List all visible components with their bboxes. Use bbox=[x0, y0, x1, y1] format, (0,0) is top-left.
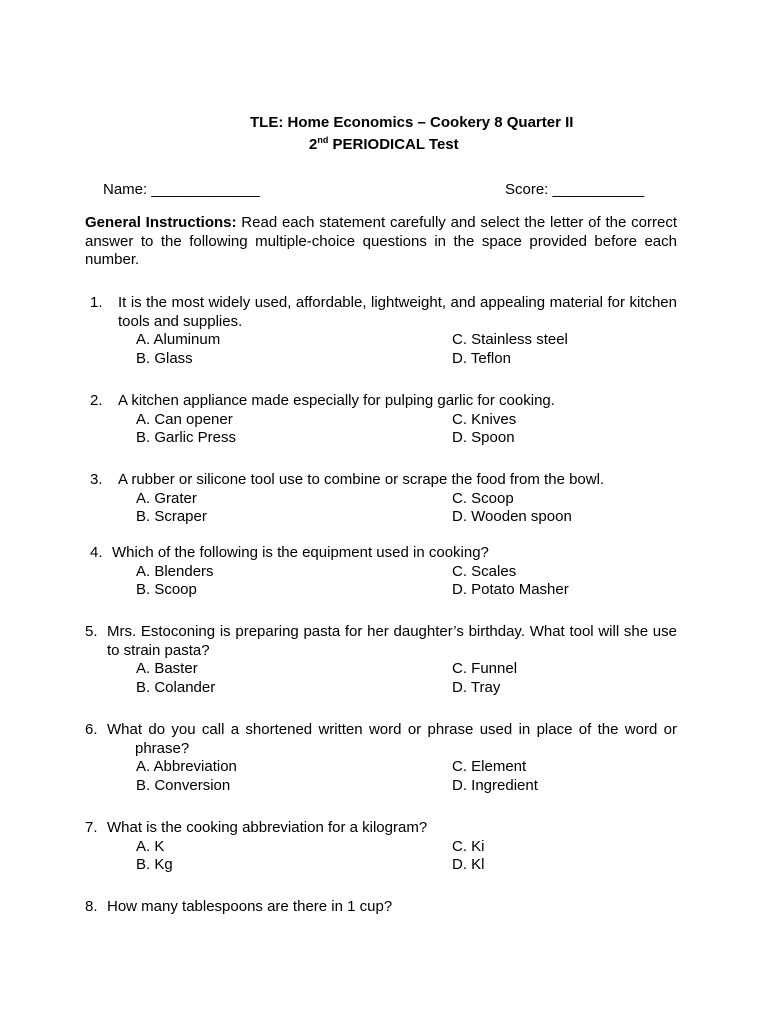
subtitle-text: PERIODICAL Test bbox=[328, 136, 459, 153]
question-number: 3. bbox=[90, 471, 103, 488]
test-title: TLE: Home Economics – Cookery 8 Quarter II bbox=[250, 114, 574, 131]
question-text: It is the most widely used, affordable, lightweight, and appealing material for kitchen tools and supplies. bbox=[118, 294, 677, 330]
question-5 bbox=[85, 623, 677, 697]
option-b: B. Kg bbox=[136, 856, 173, 873]
question-text: Mrs. Estoconing is preparing pasta for her daughter’s birthday. What tool will she use to strain pasta? bbox=[107, 623, 677, 659]
option-b: B. Garlic Press bbox=[136, 429, 237, 446]
question-7 bbox=[85, 819, 677, 875]
option-a: A. Blenders bbox=[136, 562, 214, 580]
subtitle-number: 2 bbox=[309, 136, 318, 153]
option-d: D. Tray bbox=[452, 678, 501, 696]
option-c: C. Scales bbox=[452, 562, 517, 580]
option-d: D. Ingredient bbox=[452, 776, 538, 794]
question-number: 4. bbox=[90, 544, 103, 561]
question-text: What is the cooking abbreviation for a kilogram? bbox=[107, 819, 428, 836]
option-c: C. Element bbox=[452, 758, 527, 775]
option-d: D. Wooden spoon bbox=[452, 508, 572, 525]
option-d: D. Potato Masher bbox=[452, 581, 569, 598]
question-8 bbox=[85, 898, 677, 917]
question-4 bbox=[85, 544, 677, 600]
option-a: A. Can opener bbox=[136, 410, 233, 428]
score-field: Score: ___________ bbox=[505, 181, 645, 198]
option-b: B. Colander bbox=[136, 678, 216, 696]
option-d: D. Spoon bbox=[452, 429, 515, 446]
subtitle-superscript: nd bbox=[317, 135, 329, 145]
instructions-text: Read each statement carefully and select the letter of the correct answer to the following multiple-choice questions in the space provided before each number. bbox=[85, 214, 677, 268]
option-c: C. Scoop bbox=[452, 489, 514, 507]
name-field: Name: _____________ bbox=[103, 181, 260, 198]
instructions-label: General Instructions: bbox=[85, 214, 237, 231]
option-a: A. Aluminum bbox=[136, 331, 221, 348]
question-number: 1. bbox=[90, 294, 103, 311]
question-number: 6. bbox=[85, 721, 98, 738]
question-2 bbox=[85, 392, 677, 448]
question-text: Which of the following is the equipment used in cooking? bbox=[112, 544, 489, 561]
question-6 bbox=[85, 721, 677, 795]
question-number: 5. bbox=[85, 623, 98, 640]
option-b: B. Scraper bbox=[136, 508, 207, 525]
question-1 bbox=[85, 294, 677, 368]
question-number: 2. bbox=[90, 392, 103, 409]
option-b: B. Conversion bbox=[136, 776, 231, 794]
question-3 bbox=[85, 471, 677, 527]
option-a: A. Grater bbox=[136, 489, 197, 507]
option-b: B. Scoop bbox=[136, 581, 197, 598]
question-text: How many tablespoons are there in 1 cup? bbox=[107, 898, 393, 915]
option-c: C. Ki bbox=[452, 837, 485, 855]
general-instructions bbox=[85, 214, 677, 270]
option-d: D. Kl bbox=[452, 856, 485, 873]
option-b: B. Glass bbox=[136, 349, 193, 367]
question-text: A rubber or silicone tool use to combine or scrape the food from the bowl. bbox=[118, 471, 605, 488]
question-text: What do you call a shortened written word or phrase used in place of the word or phrase? bbox=[107, 721, 677, 757]
option-c: C. Knives bbox=[452, 410, 517, 428]
question-number: 8. bbox=[85, 898, 98, 915]
option-a: A. Abbreviation bbox=[136, 758, 237, 775]
option-c: C. Funnel bbox=[452, 660, 518, 677]
option-a: A. Baster bbox=[136, 660, 198, 677]
option-c: C. Stainless steel bbox=[452, 331, 568, 348]
test-subtitle bbox=[309, 136, 459, 154]
question-text: A kitchen appliance made especially for pulping garlic for cooking. bbox=[118, 392, 555, 409]
option-a: A. K bbox=[136, 837, 165, 855]
question-number: 7. bbox=[85, 819, 98, 836]
option-d: D. Teflon bbox=[452, 349, 511, 367]
